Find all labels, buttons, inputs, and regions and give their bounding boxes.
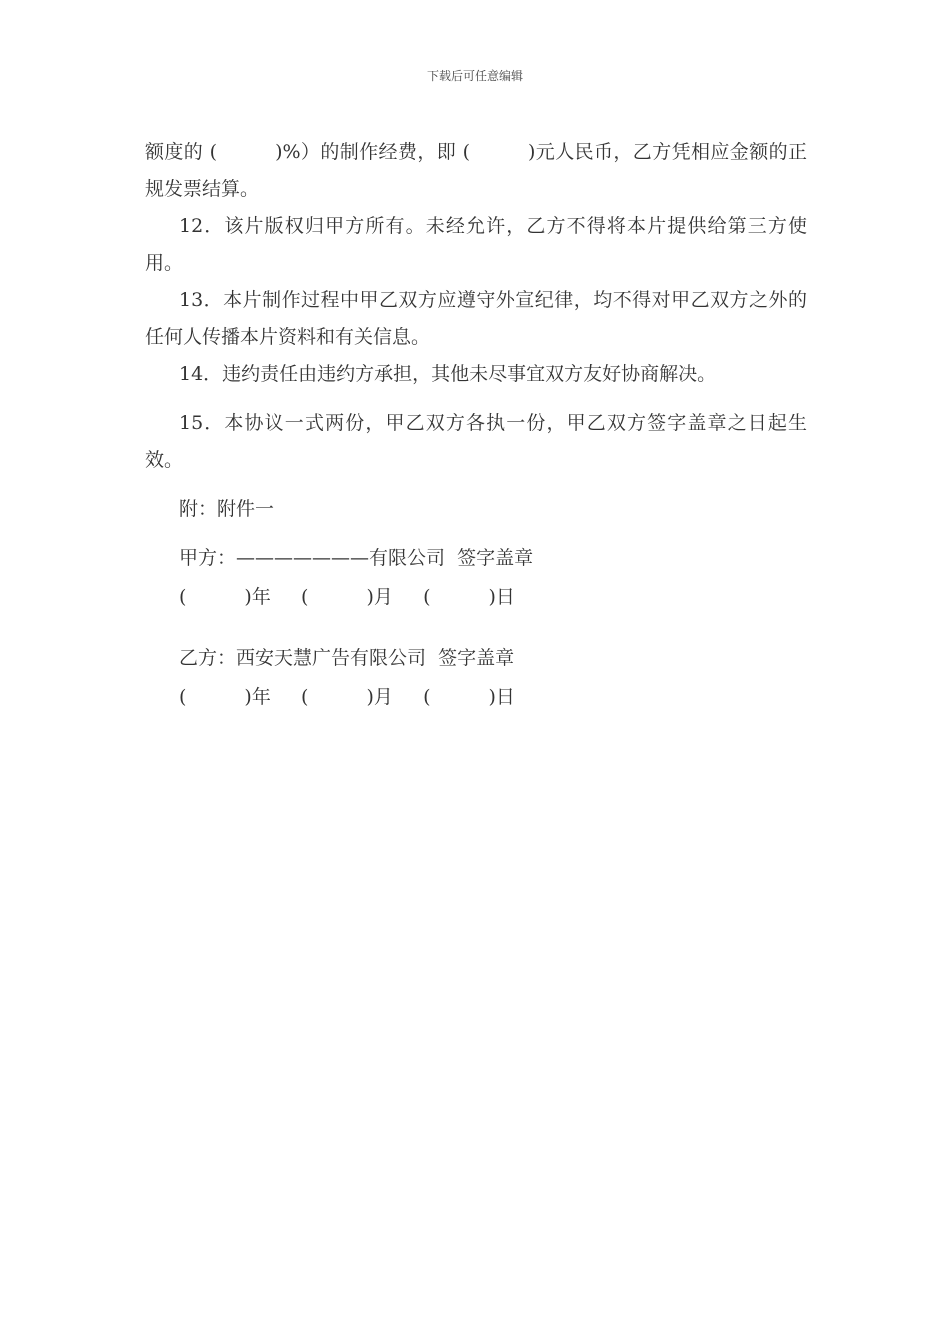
attachment-line: 附：附件一 [179,498,275,520]
party-b-signature: 乙方：西安天慧广告有限公司 签字盖章 [179,647,515,669]
party-a-date [145,579,807,616]
party-b-month-open: ( [301,686,309,708]
party-b-day-open: ( [423,686,431,708]
fee-text-end: )元人民币，乙方凭相应金额的正规发票结算。 [145,141,807,200]
party-b-day: )日 [488,686,515,708]
party-b-year-open: ( [179,686,187,708]
paragraph-fee [145,134,807,208]
party-a-day: )日 [488,586,515,608]
clause-15: 15．本协议一式两份，甲乙双方各执一份，甲乙双方签字盖章之日起生效。 [145,412,807,471]
party-a-day-open: ( [423,586,431,608]
party-b-date [145,679,807,716]
party-b-month: )月 [366,686,393,708]
clause-14: 14．违约责任由违约方承担，其他未尽事宜双方友好协商解决。 [179,363,717,385]
party-a-signature: 甲方：———————有限公司 签字盖章 [179,547,534,569]
party-a-month-open: ( [301,586,309,608]
party-b-year: )年 [244,686,271,708]
clause-12: 12．该片版权归甲方所有。未经允许，乙方不得将本片提供给第三方使用。 [145,215,807,274]
document-body [145,134,807,716]
clause-13: 13．本片制作过程中甲乙双方应遵守外宣纪律，均不得对甲乙双方之外的任何人传播本片资料和有关信息。 [145,289,807,348]
fee-text-start: 额度的 ( [145,141,218,163]
party-a-year: )年 [244,586,271,608]
party-a-year-open: ( [179,586,187,608]
page-header: 下载后可任意编辑 [426,69,523,83]
party-a-month: )月 [366,586,393,608]
fee-text-mid: )%）的制作经费，即 ( [275,141,470,163]
